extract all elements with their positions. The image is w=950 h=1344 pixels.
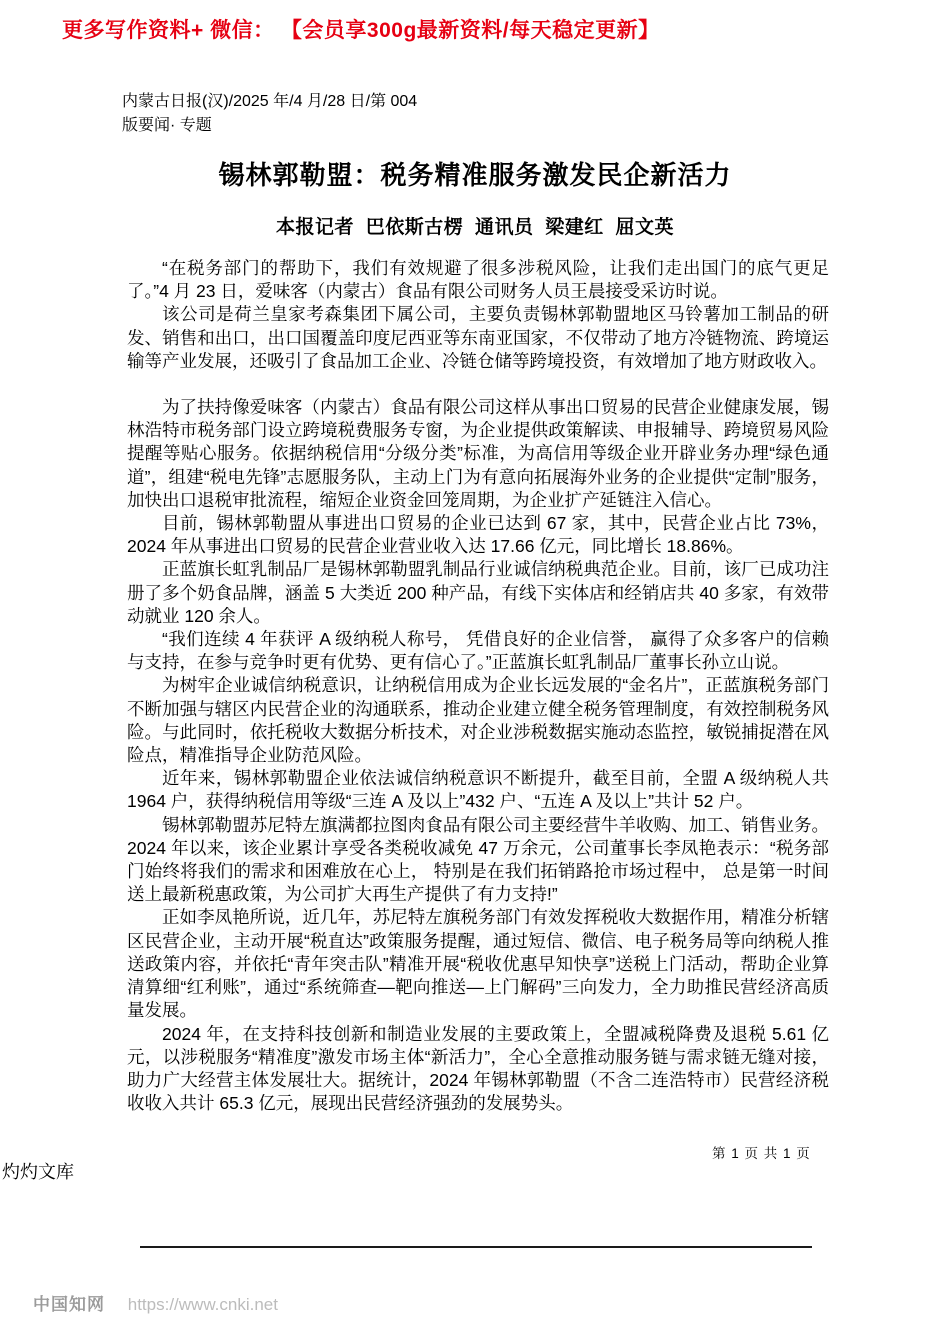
article-paragraph: 锡林郭勒盟苏尼特左旗满都拉图肉食品有限公司主要经营牛羊收购、加工、销售业务。2024 年以来，该企业累计享受各类税收减免 47 万余元，公司董事长李凤艳表示：“税务部门始终将我们的需求和困难放在心上， 特别是在我们拓销路抢市场过程中， 总是第一时间送上最新税惠政策，为公司扩大再生产提供了有力支持!”	[127, 814, 829, 905]
article-byline: 本报记者 巴依斯古楞 通讯员 梁建红 屈文英	[275, 217, 675, 238]
article-paragraph: 为了扶持像爱味客（内蒙古）食品有限公司这样从事出口贸易的民营企业健康发展，锡林浩特市税务部门设立跨境税费服务专窗，为企业提供政策解读、申报辅导、跨境贸易风险提醒等贴心服务。依据纳税信用“分级分类”标准，为高信用等级企业开辟业务办理“绿色通道”，组建“税电先锋”志愿服务队，主动上门为有意向拓展海外业务的企业提供“定制”服务，加快出口退税审批流程，缩短企业资金回笼周期，为企业扩产延链注入信心。	[127, 397, 829, 510]
source-line: 内蒙古日报(汉)/2025 年/4 月/28 日/第 004	[122, 93, 418, 110]
footer-divider	[140, 1246, 812, 1248]
article-paragraph: 近年来，锡林郭勒盟企业依法诚信纳税意识不断提升，截至目前，全盟 A 级纳税人共 1964 户，获得纳税信用等级“三连 A 及以上”432 户、“五连 A 及以上”共计 52 户。	[127, 768, 829, 812]
section-line: 版要闻· 专题	[122, 117, 212, 134]
article-paragraph: 正如李凤艳所说，近几年，苏尼特左旗税务部门有效发挥税收大数据作用，精准分析辖区民营企业，主动开展“税直达”政策服务提醒，通过短信、微信、电子税务局等向纳税人推送政策内容，并依托“青年突击队”精准开展“税收优惠早知快享”送税上门活动，帮助企业算清算细“红利账”，通过“系统筛查—靶向推送—上门解码”三向发力，全力助推民营经济高质量发展。	[127, 907, 829, 1021]
article-paragraph: “在税务部门的帮助下，我们有效规避了很多涉税风险，让我们走出国门的底气更足了。”4 月 23 日，爱味客（内蒙古）食品有限公司财务人员王晨接受采访时说。	[127, 258, 829, 302]
article-paragraph: 2024 年，在支持科技创新和制造业发展的主要政策上，全盟减税降费及退税 5.61 亿元，以涉税服务“精准度”激发市场主体“新活力”，全心全意推动服务链与需求链无缝对接，助力广大经营主体发展壮大。据统计，2024 年锡林郭勒盟（不含二连浩特市）民营经济税收收入共计 65.3 亿元，展现出民营经济强劲的发展势头。	[127, 1023, 829, 1114]
cnki-url-link[interactable]: https://www.cnki.net	[127, 1295, 278, 1314]
article-meta	[122, 90, 417, 138]
cnki-logo-text: 中国知网	[33, 1295, 105, 1314]
article-paragraph: 正蓝旗长虹乳制品厂是锡林郭勒盟乳制品行业诚信纳税典范企业。目前，该厂已成功注册了多个奶食品牌，涵盖 5 大类近 200 种产品，有线下实体店和经销店共 40 多家，有效带动就业 120 余人。	[127, 559, 829, 626]
article-paragraph: 该公司是荷兰皇家考森集团下属公司，主要负责锡林郭勒盟地区马铃薯加工制品的研发、销售和出口，出口国覆盖印度尼西亚等东南亚国家，不仅带动了地方冷链物流、跨境运输等产业发展，还吸引了食品加工企业、冷链仓储等跨境投资，有效增加了地方财政收入。	[127, 304, 829, 371]
promo-banner-text: 更多写作资料+ 微信： 【会员享300g最新资料/每天稳定更新】	[62, 19, 660, 42]
article-paragraph: 目前，锡林郭勒盟从事进出口贸易的企业已达到 67 家，其中，民营企业占比 73%，2024 年从事进出口贸易的民营企业营业收入达 17.66 亿元，同比增长 18.86%。	[127, 513, 829, 557]
article-paragraph: “我们连续 4 年获评 A 级纳税人称号， 凭借良好的企业信誉， 赢得了众多客户的信赖与支持，在参与竞争时更有优势、更有信心了。”正蓝旗长虹乳制品厂董事长孙立山说。	[127, 629, 829, 673]
article-paragraph: 为树牢企业诚信纳税意识，让纳税信用成为企业长远发展的“金名片”，正蓝旗税务部门不断加强与辖区内民营企业的沟通联系，推动企业建立健全税务管理制度，有效控制税务风险。与此同时，依托税收大数据分析技术，对企业涉税数据实施动态监控，敏锐捕捉潜在风险点，精准指导企业防范风险。	[127, 675, 829, 766]
article-title: 锡林郭勒盟：税务精准服务激发民企新活力	[218, 160, 732, 190]
page-indicator: 第 1 页 共 1 页	[712, 1146, 811, 1161]
article-body	[127, 257, 829, 1115]
cnki-footer	[33, 1290, 278, 1315]
watermark-label: 灼灼文库	[2, 1162, 74, 1182]
